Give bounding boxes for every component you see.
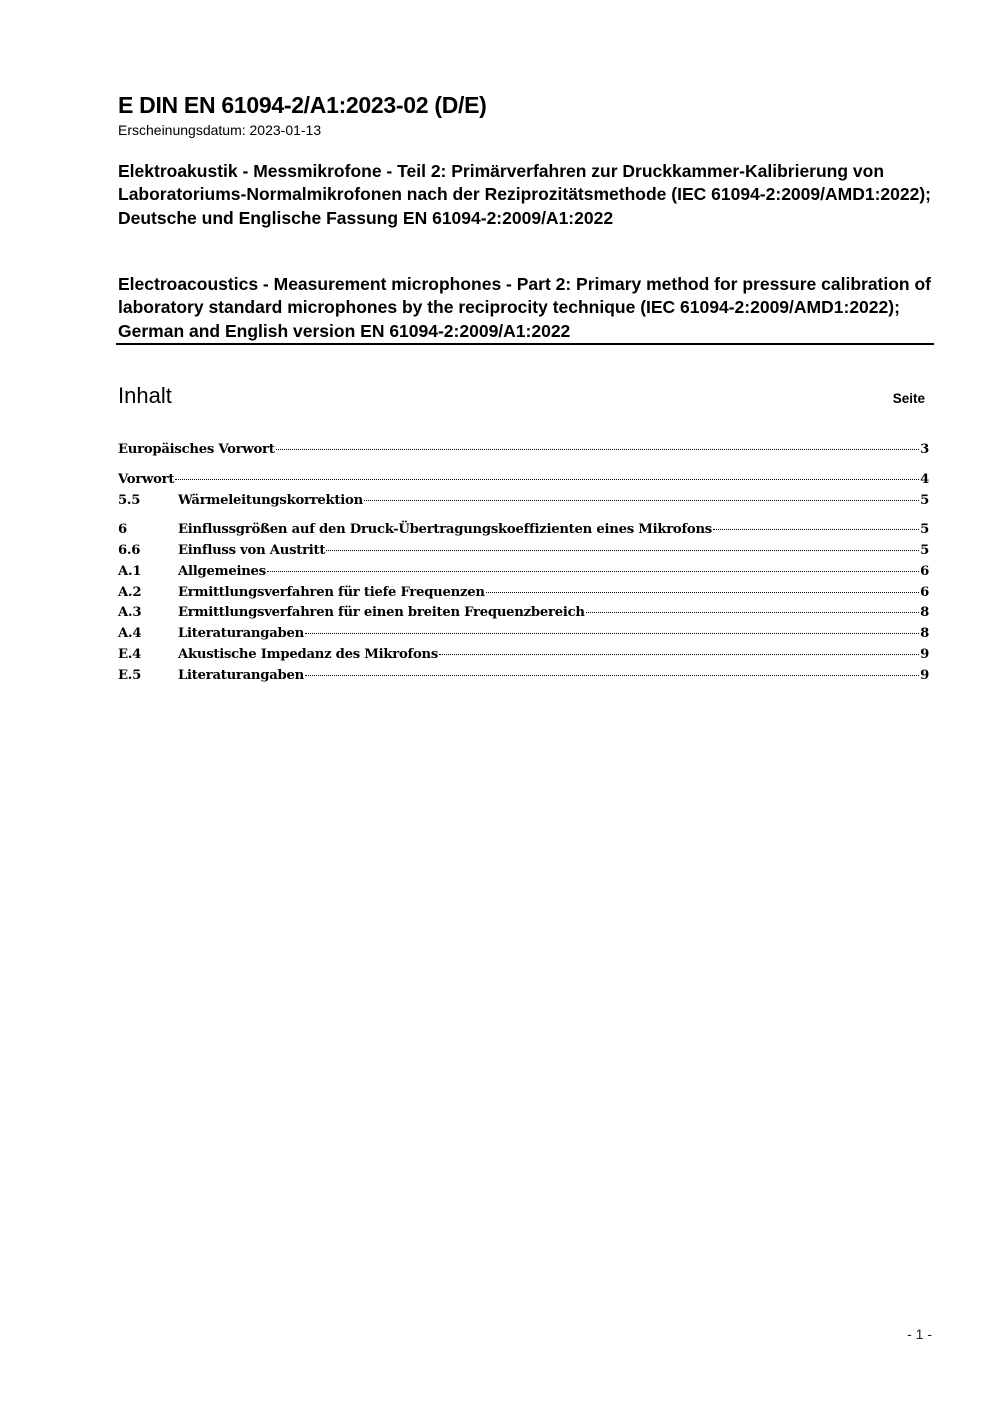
toc-entry-title: Europäisches Vorwort (118, 442, 275, 457)
toc-dot-leader (439, 654, 919, 655)
toc-entry[interactable] (118, 624, 929, 644)
toc-entry-title: Vorwort (118, 472, 175, 487)
toc-entry-number: A.4 (118, 626, 142, 641)
toc-entry-title: Wärmeleitungskorrektion (178, 493, 363, 508)
toc-entry[interactable] (118, 562, 929, 582)
toc-dot-leader (713, 529, 919, 530)
toc-entry-page: 8 (920, 626, 929, 641)
toc-heading: Inhalt (118, 383, 172, 408)
toc-entry-number: 6 (118, 522, 127, 537)
toc-entry-title: Literaturangaben (178, 626, 304, 641)
issue-date: Erscheinungsdatum: 2023-01-13 (118, 122, 322, 138)
toc-entry-page: 6 (920, 564, 929, 579)
toc-entry[interactable] (118, 470, 929, 490)
toc-entry-number: E.5 (118, 668, 142, 683)
toc-entry-page: 5 (920, 522, 929, 537)
toc-entry[interactable] (118, 666, 929, 686)
toc-dot-leader (276, 449, 920, 450)
toc-entry[interactable] (118, 603, 929, 623)
toc-entry[interactable] (118, 491, 929, 511)
toc-dot-leader (326, 550, 919, 551)
toc-entry-number: 6.6 (118, 543, 141, 558)
toc-entry-page: 3 (920, 442, 929, 457)
toc-entry-title: Ermittlungsverfahren für einen breiten Frequenzbereich (178, 605, 585, 620)
toc-entry[interactable] (118, 583, 929, 603)
toc-dot-leader (175, 479, 919, 480)
toc-entry-number: A.2 (118, 585, 142, 600)
toc-dot-leader (486, 592, 919, 593)
toc-entry[interactable] (118, 541, 929, 561)
toc-entry-page: 5 (920, 493, 929, 508)
title-divider (116, 343, 934, 345)
toc-entry-number: A.1 (118, 564, 142, 579)
toc-entry[interactable] (118, 520, 929, 540)
toc-dot-leader (305, 675, 919, 676)
toc-entry-page: 9 (920, 668, 929, 683)
toc-dot-leader (305, 633, 919, 634)
toc-dot-leader (586, 612, 919, 613)
toc-entry-page: 4 (920, 472, 929, 487)
toc-entry-title: Einflussgrößen auf den Druck-Übertragungskoeffizienten eines Mikrofons (178, 522, 712, 537)
toc-entry-page: 8 (920, 605, 929, 620)
toc-entry-title: Literaturangaben (178, 668, 304, 683)
toc-entry[interactable] (118, 440, 929, 460)
toc-entry-title: Ermittlungsverfahren für tiefe Frequenzen (178, 585, 485, 600)
toc-entry-title: Einfluss von Austritt (178, 543, 326, 558)
toc-entry-title: Allgemeines (178, 564, 266, 579)
document-id: E DIN EN 61094-2/A1:2023-02 (D/E) (118, 92, 487, 118)
toc-entry-number: E.4 (118, 647, 142, 662)
toc-entry-page: 9 (920, 647, 929, 662)
toc-page-column-label: Seite (892, 391, 925, 406)
toc-entry-title: Akustische Impedanz des Mikrofons (178, 647, 439, 662)
page-number: - 1 - (907, 1326, 932, 1342)
toc-entry-page: 5 (920, 543, 929, 558)
german-title: Elektroakustik - Messmikrofone - Teil 2: Primärverfahren zur Druckkammer-Kalibrierung von Laboratoriums-Normalmikrofonen nach der Reziprozitätsmethode (IEC 61094-2:2009/AMD1:2022); Deutsche und Englische Fassung EN 61094-2:2009/A1:2022 (118, 161, 931, 228)
toc-entry-page: 6 (920, 585, 929, 600)
toc-entry[interactable] (118, 645, 929, 665)
toc-dot-leader (267, 571, 919, 572)
english-title: Electroacoustics - Measurement microphones - Part 2: Primary method for pressure calibration of laboratory standard microphones by the reciprocity technique (IEC 61094-2:2009/AMD1:2022); German and English version EN 61094-2:2009/A1:2022 (118, 274, 931, 341)
toc-entry-number: A.3 (118, 605, 142, 620)
toc-dot-leader (364, 500, 919, 501)
toc-entry-number: 5.5 (118, 493, 141, 508)
